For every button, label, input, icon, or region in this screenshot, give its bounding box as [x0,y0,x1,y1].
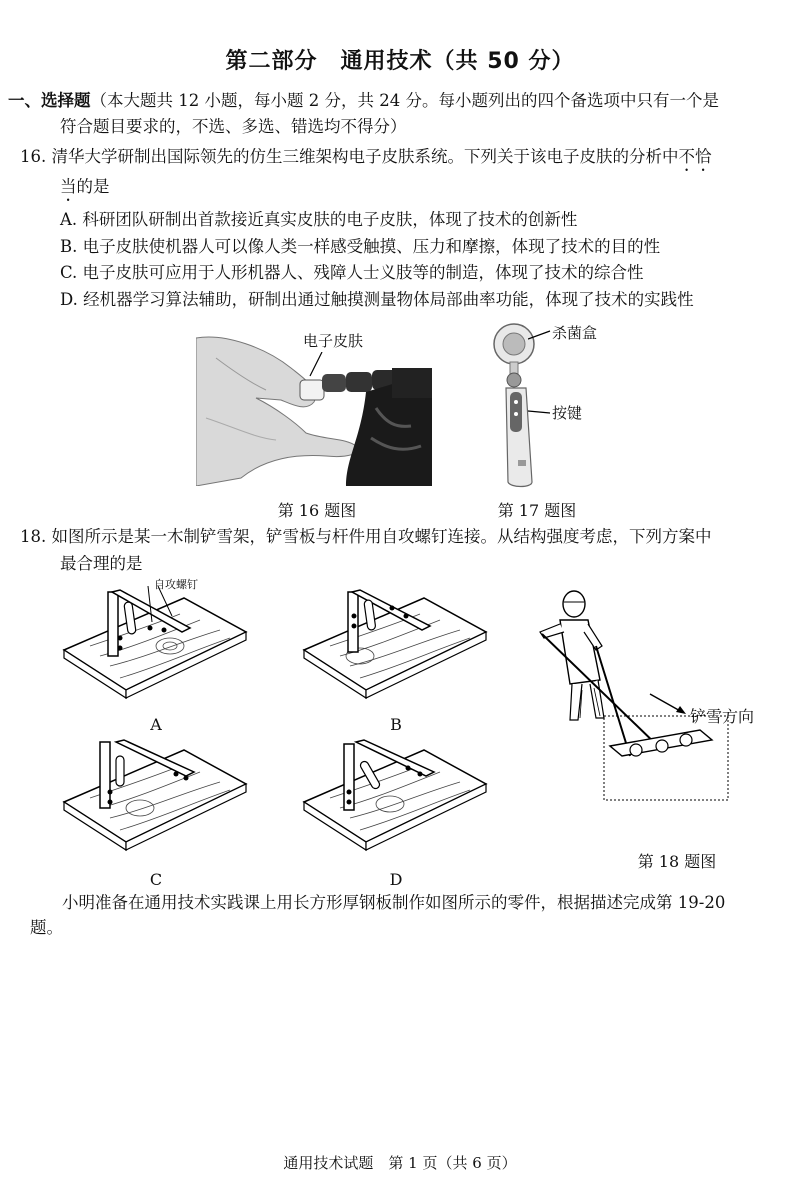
fig17-caption: 第 17 题图 [497,501,577,520]
q16-option-a: A. 科研团队研制出首款接近真实皮肤的电子皮肤，体现了技术的创新性 [60,210,578,229]
q16-stem-rest: 的是 [76,177,110,196]
option-b-label: B [390,715,402,734]
option-c-label: C [149,870,163,889]
section-heading [8,90,719,112]
q18-stem-cont: 最合理的是 [60,554,143,573]
option-b-diagram [300,586,490,710]
sterilizer-box-label: 杀菌盒 [552,324,598,342]
q16-stem-text: 清华大学研制出国际领先的仿生三维架构电子皮肤系统。下列关于该电子皮肤的分析中 [51,147,679,166]
shovel-direction-label: 铲雪方向 [690,707,755,726]
option-d-label: D [389,870,403,889]
q18-number: 18. [20,527,47,546]
q16-option-d: D. 经机器学习算法辅助，研制出通过触摸测量物体局部曲率功能，体现了技术的实践性 [60,290,694,309]
q16-number: 16. [20,147,47,166]
section-title: 一、选择题 [8,91,91,110]
e-skin-label: 电子皮肤 [303,332,364,350]
q16-option-c: C. 电子皮肤可应用于人形机器人、残障人士义肢等的制造，体现了技术的综合性 [60,263,644,282]
option-c-diagram [60,730,250,860]
screw-label: 自攻螺钉 [154,578,198,591]
option-a-label: A [150,715,162,734]
fig16-caption: 第 16 题图 [277,501,357,520]
section-intro-cont: 符合题目要求的，不选、多选、错选均不得分） [60,117,407,136]
option-d-diagram [300,730,490,860]
e-skin-leader [300,352,330,382]
q19-20-intro: 小明准备在通用技术实践课上用长方形厚钢板制作如图所示的零件，根据描述完成第 19-20 [62,893,726,912]
page-title: 第二部分 通用技术（共 50 分） [225,49,575,74]
section-intro: （本大题共 12 小题，每小题 2 分，共 24 分。每小题列出的四个备选项中只有一个是 [90,91,719,110]
page-footer: 通用技术试题 第 1 页（共 6 页） [283,1154,517,1172]
button-label: 按键 [552,404,583,422]
shovel-scene [530,580,740,805]
q16-stem-cont [60,176,110,205]
q18-stem [20,526,712,548]
q16-stem-emphasis-2: 当 [60,177,77,196]
q19-20-intro-cont: 题。 [30,918,63,937]
fig18-caption: 第 18 题图 [637,852,717,871]
q16-stem-emphasis: 不恰 [678,147,712,166]
q16-option-b: B. 电子皮肤使机器人可以像人类一样感受触摸、压力和摩擦，体现了技术的目的性 [60,237,661,256]
q18-stem-text: 如图所示是某一木制铲雪架，铲雪板与杆件用自攻螺钉连接。从结构强度考虑，下列方案中 [51,527,712,546]
option-a-diagram [60,586,250,710]
q16-stem [20,146,712,175]
